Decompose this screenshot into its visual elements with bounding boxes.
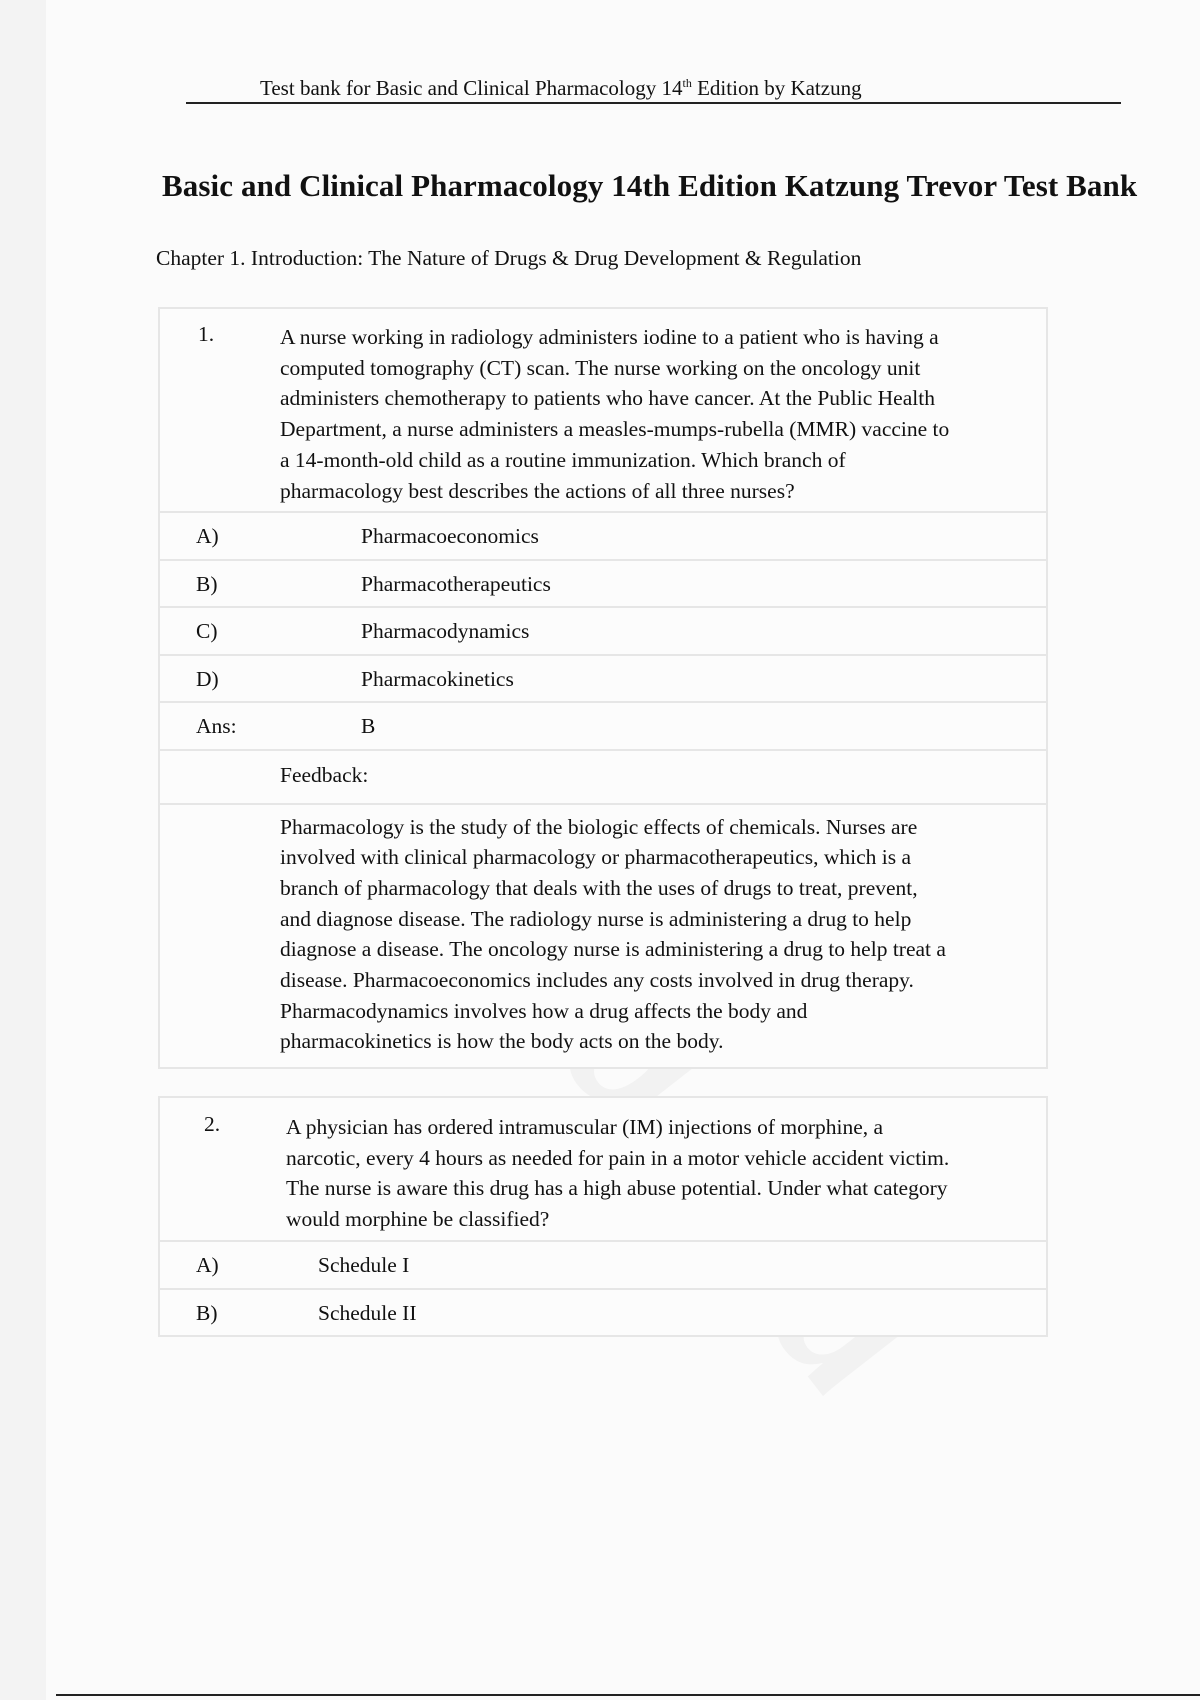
question-1-stem: A nurse working in radiology administers iodine to a patient who is having a computed tomography (CT) scan. The nurse working on the oncology unit administers chemotherapy to patients who have cancer. At the Public Health Department, a nurse administers a measles-mumps-rubella (MMR) vaccine to a 14-month-old child as a routine immunization. Which branch of pharmacology best describes the actions of all three nurses?: [280, 325, 950, 503]
option-label: D): [196, 666, 219, 691]
option-text: Pharmacodynamics: [361, 619, 530, 643]
option-label: B): [196, 1300, 218, 1325]
option-row-b: [160, 559, 1046, 607]
option-row-d: [160, 654, 1046, 702]
feedback-text: Pharmacology is the study of the biologic effects of chemicals. Nurses are involved with clinical pharmacology or pharmacotherapeutics, which is a branch of pharmacology that deals with the uses of drugs to treat, prevent, and diagnose disease. The radiology nurse is administering a drug to help diagnose a disease. The oncology nurse is administering a drug to help treat a disease. Pharmacoeconomics includes any costs involved in drug therapy. Pharmacodynamics involves how a drug affects the body and pharmacokinetics is how the body acts on the body.: [280, 814, 946, 1054]
question-2-stem: A physician has ordered intramuscular (IM) injections of morphine, a narcotic, every 4 hours as needed for pain in a motor vehicle accident victim. The nurse is aware this drug has a high abuse potential. Under what category would morphine be classified?: [286, 1115, 950, 1232]
question-number: 1.: [198, 322, 215, 346]
option-text: Pharmacoeconomics: [361, 524, 539, 548]
feedback-body-row: [160, 803, 1046, 1067]
answer-row: [160, 701, 1046, 749]
option-text: Schedule I: [318, 1253, 410, 1277]
option-label: A): [196, 1253, 219, 1277]
document-title: Basic and Clinical Pharmacology 14th Edition Katzung Trevor Test Bank: [162, 168, 1138, 203]
answer-label: Ans:: [196, 714, 237, 738]
feedback-label: Feedback:: [280, 762, 369, 787]
footer-rule: [56, 1694, 1200, 1696]
option-label: B): [196, 571, 218, 596]
question-2-table: [158, 1096, 1048, 1337]
option-text: Schedule II: [318, 1300, 417, 1325]
running-head-text: Test bank for Basic and Clinical Pharmacology 14th Edition by Katzung: [260, 76, 862, 100]
chapter-heading: Chapter 1. Introduction: The Nature of Drugs & Drug Development & Regulation: [156, 246, 862, 270]
running-header: [186, 72, 1121, 104]
question-2-stem-row: [160, 1098, 1046, 1240]
option-row-c: [160, 606, 1046, 654]
question-1-stem-row: [160, 309, 1046, 511]
option-label: A): [196, 524, 219, 548]
feedback-label-row: [160, 749, 1046, 803]
answer-value: B: [361, 714, 376, 738]
option-row-a: [160, 1240, 1046, 1288]
question-number: 2.: [204, 1112, 221, 1136]
option-text: Pharmacotherapeutics: [361, 571, 551, 596]
option-text: Pharmacokinetics: [361, 666, 514, 691]
question-1-table: [158, 307, 1048, 1069]
page-edge: [0, 0, 46, 1700]
option-row-b: [160, 1288, 1046, 1336]
option-row-a: [160, 511, 1046, 559]
option-label: C): [196, 619, 218, 643]
